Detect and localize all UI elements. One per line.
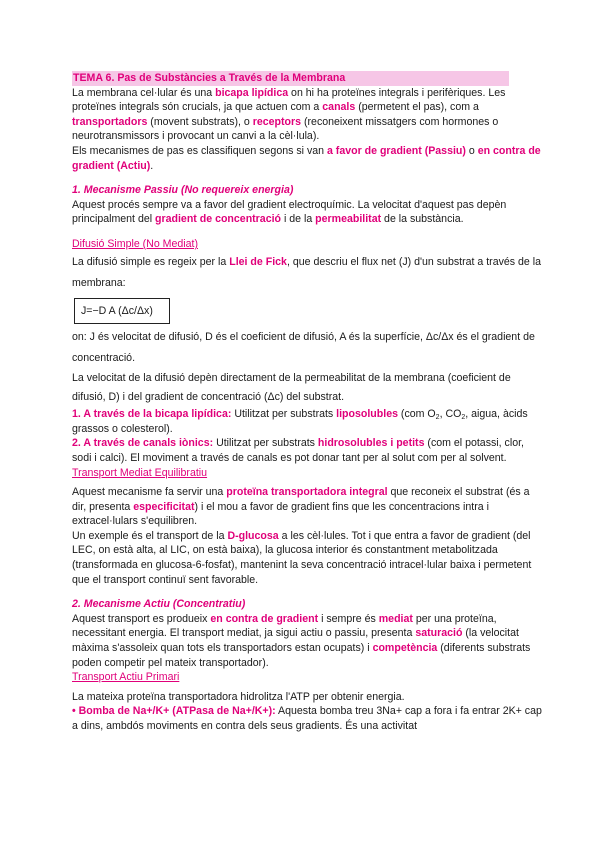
na-k-pump-item: • Bomba de Na+/K+ (ATPasa de Na+/K+): Aquesta bomba treu 3Na+ cap a fora i fa entrar 2K+ cap a dins, ambdós moviments en contra dels seus gradients. És una activitat — [72, 705, 542, 732]
mediated-transport-link[interactable]: Transport Mediat Equilibratiu — [72, 466, 208, 479]
active-paragraph: Aquest transport es produeix en contra de gradient i sempre és mediat per una proteïna, necessitant energia. El transport mediat, ja sigui actiu o passiu, presenta saturació (la velocitat màxima s'assoleix quan tots els transportadors estan ocupats) i competència (diferents substrats poden competir pel mateix transportador). — [72, 612, 531, 669]
bilayer-item: 1. A través de la bicapa lipídica: Utilitzat per substrats liposolubles (com $O_2$, $CO_2$, aigua, àcids grassos o colesterol). — [72, 408, 528, 435]
document-page — [72, 71, 542, 734]
fick-paragraph: La difusió simple es regeix per la Llei de Fick, que descriu el flux net (J) d'un substrat a través de la membrana: — [72, 255, 541, 289]
ion-channels-item: 2. A través de canals iònics: Utilitzat per substrats hidrosolubles i petits (com el potassi, clor, sodi i calci). El moviment a través de canals es pot donar tant per al solut com per al solvent. — [72, 437, 524, 464]
passive-heading: 1. Mecanisme Passiu (No requereix energia) — [72, 184, 294, 197]
active-heading: 2. Mecanisme Actiu (Concentratiu) — [72, 598, 246, 611]
mediated-paragraph-1: Aquest mecanisme fa servir una proteïna transportadora integral que reconeix el substrat (és a dir, presenta especificitat) i el mou a favor de gradient fins que les concentracions intra i extracel·lulars s'equilibren. — [72, 486, 530, 528]
simple-diffusion-link[interactable]: Difusió Simple (No Mediat) — [72, 237, 198, 250]
diffusion-velocity-paragraph: La velocitat de la difusió depèn directament de la permeabilitat de la membrana (coeficient de difusió, D) i del gradient de concentració (Δc) del substrat. — [72, 372, 511, 404]
intro-paragraph-1: La membrana cel·lular és una bicapa lipídica on hi ha proteïnes integrals i perifèriques. Les proteïnes integrals són crucials, ja que actuen com a canals (permetent el pas), com a transportadors (movent substrats), o receptors (reconeixent missatgers com hormones o neurotransmissors i provocant un canvi a la cèl·lula). — [72, 86, 506, 143]
page-title: TEMA 6. Pas de Substàncies a Través de la Membrana — [72, 71, 542, 86]
mediated-paragraph-2: Un exemple és el transport de la D-glucosa a les cèl·lules. Tot i que entra a favor de gradient (del LEC, on està alta, al LIC, on està baixa), la glucosa interior és constantment metabolitzada (transformada en glucosa-6-fosfat), mantenint la seva concentració intracel·lular baixa i permetent que el transport continuï sent favorable. — [72, 529, 532, 586]
atp-paragraph: La mateixa proteïna transportadora hidrolitza l'ATP per obtenir energia. — [72, 690, 405, 703]
fick-formula: J=−D A (Δc/Δx) — [74, 298, 170, 325]
passive-paragraph: Aquest procés sempre va a favor del gradient electroquímic. La velocitat d'aquest pas depèn principalment del gradient de concentració i de la permeabilitat de la substància. — [72, 198, 507, 226]
intro-paragraph-2: Els mecanismes de pas es classifiquen segons si van a favor de gradient (Passiu) o en contra de gradient (Actiu). — [72, 144, 541, 172]
formula-legend: on: J és velocitat de difusió, D és el coeficient de difusió, A és la superfície, Δc/Δx és el gradient de concentració. — [72, 331, 535, 365]
primary-active-transport-link[interactable]: Transport Actiu Primari — [72, 671, 180, 684]
